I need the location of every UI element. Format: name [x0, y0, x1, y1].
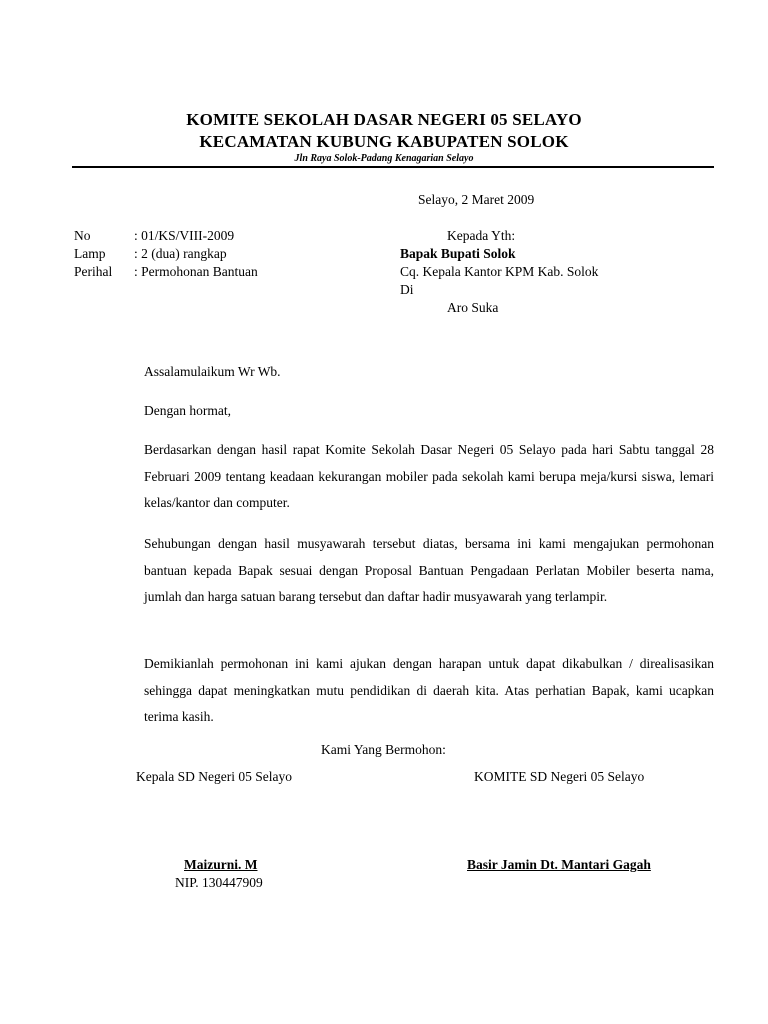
letterhead-title-1: KOMITE SEKOLAH DASAR NEGERI 05 SELAYO [186, 110, 582, 129]
recipient-kepada: Kepada Yth: [447, 228, 516, 243]
recipient-di: Di [400, 282, 414, 297]
no-value: : 01/KS/VIII-2009 [134, 228, 235, 243]
signatory-left-nip: NIP. 130447909 [175, 875, 263, 890]
no-label: No [74, 228, 91, 243]
signatory-left-name: Maizurni. M [184, 857, 258, 872]
recipient-cq: Cq. Kepala Kantor KPM Kab. Solok [400, 264, 599, 279]
closing-pemohon: Kami Yang Bermohon: [321, 742, 446, 757]
recipient-place: Aro Suka [447, 300, 499, 315]
perihal-label: Perihal [74, 264, 113, 279]
place-date: Selayo, 2 Maret 2009 [418, 192, 535, 207]
recipient-name: Bapak Bupati Solok [400, 246, 516, 261]
letterhead-title-2: KECAMATAN KUBUNG KABUPATEN SOLOK [199, 132, 569, 151]
paragraph-2: Sehubungan dengan hasil musyawarah tersebut diatas, bersama ini kami mengajukan permohonan bantuan kepada Bapak sesuai dengan Proposal Bantuan Pengadaan Perlatan Mobiler beserta nama, jumlah dan harga satuan barang tersebut dan daftar hadir musyawarah yang terlampir. [144, 536, 714, 604]
signatory-right-name: Basir Jamin Dt. Mantari Gagah [467, 857, 651, 872]
lamp-value: : 2 (dua) rangkap [134, 246, 227, 261]
letterhead-address: Jln Raya Solok-Padang Kenagarian Selayo [294, 153, 474, 164]
lamp-label: Lamp [74, 246, 106, 261]
signatory-right-title: KOMITE SD Negeri 05 Selayo [474, 769, 645, 784]
letterhead-divider [72, 166, 714, 168]
paragraph-1: Berdasarkan dengan hasil rapat Komite Sekolah Dasar Negeri 05 Selayo pada hari Sabtu tanggal 28 Februari 2009 tentang keadaan kekurangan mobiler pada sekolah kami berupa meja/kursi siswa, lemari kelas/kantor dan computer. [144, 442, 714, 510]
signatory-left-title: Kepala SD Negeri 05 Selayo [136, 769, 292, 784]
perihal-value: : Permohonan Bantuan [134, 264, 258, 279]
greeting: Dengan hormat, [144, 403, 231, 418]
paragraph-3: Demikianlah permohonan ini kami ajukan dengan harapan untuk dapat dikabulkan / direalisasikan sehingga dapat meningkatkan mutu pendidikan di daerah kita. Atas perhatian Bapak, kami ucapkan terima kasih. [144, 656, 714, 724]
salam: Assalamulaikum Wr Wb. [144, 364, 281, 379]
